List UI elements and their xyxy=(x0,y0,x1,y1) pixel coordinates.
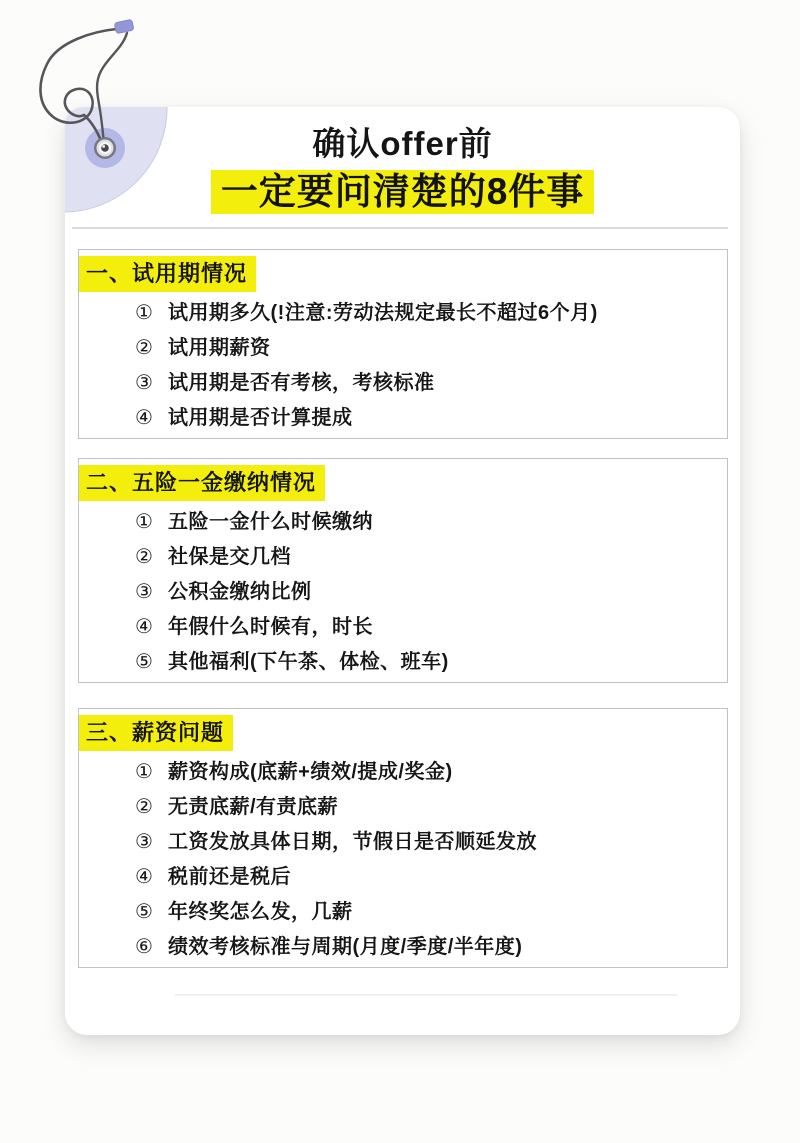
item-number: ① xyxy=(135,511,153,533)
item-text: 五险一金什么时候缴纳 xyxy=(168,511,373,533)
list-item xyxy=(135,540,719,575)
header-divider xyxy=(72,227,728,229)
item-text: 试用期是否有考核，考核标准 xyxy=(168,372,435,394)
cord-tip-icon xyxy=(114,19,134,34)
item-text: 薪资构成(底薪+绩效/提成/奖金) xyxy=(168,761,453,783)
item-number: ② xyxy=(135,337,153,359)
item-number: ③ xyxy=(135,372,153,394)
list-item xyxy=(135,930,719,965)
section-title: 三、薪资问题 xyxy=(79,715,233,751)
insurance-item-list xyxy=(79,505,719,680)
footer-divider xyxy=(175,994,677,996)
item-number: ④ xyxy=(135,616,153,638)
item-number: ② xyxy=(135,796,153,818)
list-item xyxy=(135,296,719,331)
item-number: ③ xyxy=(135,831,153,853)
item-text: 年终奖怎么发，几薪 xyxy=(168,901,353,923)
section-title: 二、五险一金缴纳情况 xyxy=(79,465,325,501)
section-probation xyxy=(78,249,728,439)
salary-item-list xyxy=(79,755,719,965)
item-number: ① xyxy=(135,761,153,783)
item-text: 公积金缴纳比例 xyxy=(168,581,312,603)
item-number: ⑥ xyxy=(135,936,153,958)
list-item xyxy=(135,825,719,860)
item-number: ② xyxy=(135,546,153,568)
list-item xyxy=(135,860,719,895)
item-number: ⑤ xyxy=(135,651,153,673)
card-header xyxy=(65,107,740,214)
item-text: 绩效考核标准与周期(月度/季度/半年度) xyxy=(168,936,523,958)
section-insurance xyxy=(78,458,728,683)
item-number: ③ xyxy=(135,581,153,603)
item-number: ④ xyxy=(135,407,153,429)
section-salary xyxy=(78,708,728,968)
list-item xyxy=(135,895,719,930)
item-text: 试用期多久(!注意:劳动法规定最长不超过6个月) xyxy=(168,302,598,324)
item-text: 试用期薪资 xyxy=(168,337,271,359)
item-text: 工资发放具体日期，节假日是否顺延发放 xyxy=(168,831,537,853)
list-item xyxy=(135,610,719,645)
section-title: 一、试用期情况 xyxy=(79,256,256,292)
list-item xyxy=(135,401,719,436)
subtitle-row xyxy=(65,170,740,214)
list-item xyxy=(135,755,719,790)
list-item xyxy=(135,575,719,610)
item-number: ① xyxy=(135,302,153,324)
list-item xyxy=(135,331,719,366)
page-subtitle-highlight: 一定要问清楚的8件事 xyxy=(211,170,595,214)
item-text: 年假什么时候有，时长 xyxy=(168,616,373,638)
item-text: 试用期是否计算提成 xyxy=(168,407,353,429)
page-title: 确认offer前 xyxy=(312,125,493,162)
list-item xyxy=(135,505,719,540)
probation-item-list xyxy=(79,296,719,436)
item-number: ⑤ xyxy=(135,901,153,923)
item-text: 税前还是税后 xyxy=(168,866,291,888)
list-item xyxy=(135,366,719,401)
item-text: 无责底薪/有责底薪 xyxy=(168,796,339,818)
item-number: ④ xyxy=(135,866,153,888)
list-item xyxy=(135,790,719,825)
list-item xyxy=(135,645,719,680)
checklist-card xyxy=(65,107,740,1035)
item-text: 其他福利(下午茶、体检、班车) xyxy=(168,651,449,673)
item-text: 社保是交几档 xyxy=(168,546,291,568)
